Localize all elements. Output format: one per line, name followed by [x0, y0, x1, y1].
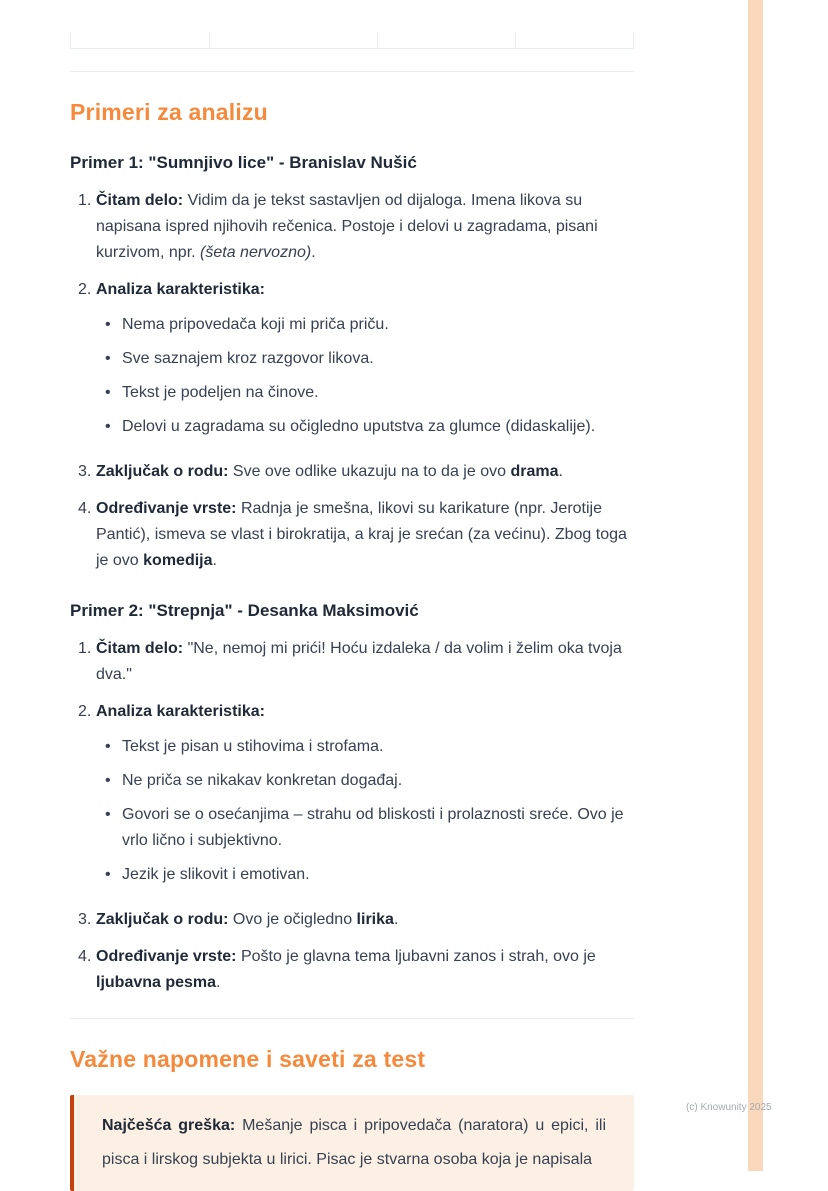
example2-title: Primer 2: "Strepnja" - Desanka Maksimović	[70, 601, 419, 620]
item-number: 3.	[78, 911, 92, 928]
item-number: 1.	[78, 192, 92, 209]
table-cell	[516, 33, 634, 48]
bullet-icon: •	[105, 350, 111, 367]
item-tail: .	[393, 911, 399, 928]
item-content	[96, 496, 634, 574]
divider	[70, 1018, 634, 1019]
item-body: Pošto je glavna tema ljubavni zanos i strah, ovo je	[236, 948, 596, 965]
list-item	[70, 636, 634, 688]
list-item	[70, 459, 634, 485]
list-item	[70, 277, 634, 448]
item-body: Sve ove odlike ukazuju na to da je ovo	[228, 463, 511, 480]
item-lead: Analiza karakteristika:	[96, 281, 265, 298]
list-item	[70, 699, 634, 896]
content-column	[70, 0, 634, 1191]
table-fragment	[70, 33, 634, 49]
callout-text: Mešanje pisca i pripovedača (naratora) u epici, ili pisca i lirskog subjekta u lirici. Pisac je stvarna osoba koja je napisala	[102, 1117, 606, 1168]
item-body: Radnja je smešna, likovi su karikature (npr. Jerotije Pantić), ismeva se vlast i birokratija, a kraj je srećan (za većinu). Zbog toga je ovo	[96, 500, 627, 569]
bullet-text: Nema pripovedača koji mi priča priču.	[122, 316, 389, 333]
example1-title: Primer 1: "Sumnjivo lice" - Branislav Nušić	[70, 153, 417, 172]
item-number: 4.	[78, 500, 92, 517]
item-content	[96, 699, 634, 896]
item-number: 2.	[78, 703, 92, 720]
item-content	[96, 944, 634, 996]
list-item	[70, 944, 634, 996]
item-number: 3.	[78, 463, 92, 480]
bullet-item	[96, 734, 634, 760]
bullet-icon: •	[105, 806, 111, 823]
bullet-item	[96, 862, 634, 888]
section-heading-notes: Važne napomene i saveti za test	[70, 1046, 426, 1072]
bullet-text: Tekst je pisan u stihovima i strofama.	[122, 738, 384, 755]
bullet-icon: •	[105, 384, 111, 401]
bullet-icon: •	[105, 738, 111, 755]
watermark-text: (c) Knowunity 2025	[686, 1102, 772, 1113]
table-cell	[70, 33, 210, 48]
item-number: 2.	[78, 281, 92, 298]
item-body: "Ne, nemoj mi prići! Hoću izdaleka / da volim i želim oka tvoja dva."	[96, 640, 622, 683]
item-bold: drama	[510, 463, 559, 480]
list-item	[70, 188, 634, 266]
item-lead: Zaključak o rodu:	[96, 911, 229, 928]
item-bold: lirika	[356, 911, 394, 928]
item-content	[96, 188, 634, 266]
divider	[70, 71, 634, 72]
item-lead: Određivanje vrste:	[96, 948, 237, 965]
example1-list	[70, 188, 634, 574]
item-lead: Čitam delo:	[96, 640, 184, 657]
item-body: Vidim da je tekst sastavljen od dijaloga. Imena likova su napisana ispred njihovih rečenica. Postoje i delovi u zagradama, pisani kurzivom, npr.	[96, 192, 598, 261]
item-content	[96, 277, 634, 448]
bullet-text: Tekst je podeljen na činove.	[122, 384, 319, 401]
list-item	[70, 496, 634, 574]
bullet-text: Jezik je slikovit i emotivan.	[122, 866, 310, 883]
item-bold: komedija	[143, 552, 213, 569]
item-tail: .	[212, 552, 217, 569]
item-lead: Zaključak o rodu:	[96, 463, 229, 480]
section-heading-examples: Primeri za analizu	[70, 99, 268, 125]
bullet-item	[96, 802, 634, 854]
item-bold: ljubavna pesma	[96, 974, 217, 991]
item-body: Ovo je očigledno	[228, 911, 357, 928]
bullet-text: Sve saznajem kroz razgovor likova.	[122, 350, 374, 367]
bullet-list	[96, 734, 634, 888]
bullet-text: Govori se o osećanjima – strahu od bliskosti i prolaznosti sreće. Ovo je vrlo lično i subjektivno.	[122, 806, 624, 849]
item-italic: (šeta nervozno)	[200, 244, 312, 261]
bullet-icon: •	[105, 866, 111, 883]
bullet-item	[96, 346, 634, 372]
table-cell	[210, 33, 378, 48]
item-tail: .	[558, 463, 563, 480]
bullet-item	[96, 414, 634, 440]
example2-list	[70, 636, 634, 996]
bullet-icon: •	[105, 418, 111, 435]
table-cell	[378, 33, 516, 48]
item-lead: Čitam delo:	[96, 192, 184, 209]
list-item	[70, 907, 634, 933]
item-lead: Analiza karakteristika:	[96, 703, 265, 720]
page-edge-stripe	[748, 0, 763, 1171]
item-content	[96, 459, 634, 485]
item-number: 4.	[78, 948, 92, 965]
bullet-icon: •	[105, 316, 111, 333]
bullet-item	[96, 380, 634, 406]
bullet-item	[96, 312, 634, 338]
bullet-text: Delovi u zagradama su očigledno uputstva za glumce (didaskalije).	[122, 418, 596, 435]
bullet-list	[96, 312, 634, 440]
warning-callout	[70, 1095, 634, 1191]
item-content	[96, 636, 634, 688]
bullet-icon: •	[105, 772, 111, 789]
item-tail: .	[311, 244, 316, 261]
bullet-item	[96, 768, 634, 794]
item-tail: .	[216, 974, 221, 991]
bullet-text: Ne priča se nikakav konkretan događaj.	[122, 772, 403, 789]
callout-lead: Najčešća greška:	[102, 1117, 236, 1134]
item-content	[96, 907, 634, 933]
item-number: 1.	[78, 640, 92, 657]
item-lead: Određivanje vrste:	[96, 500, 237, 517]
